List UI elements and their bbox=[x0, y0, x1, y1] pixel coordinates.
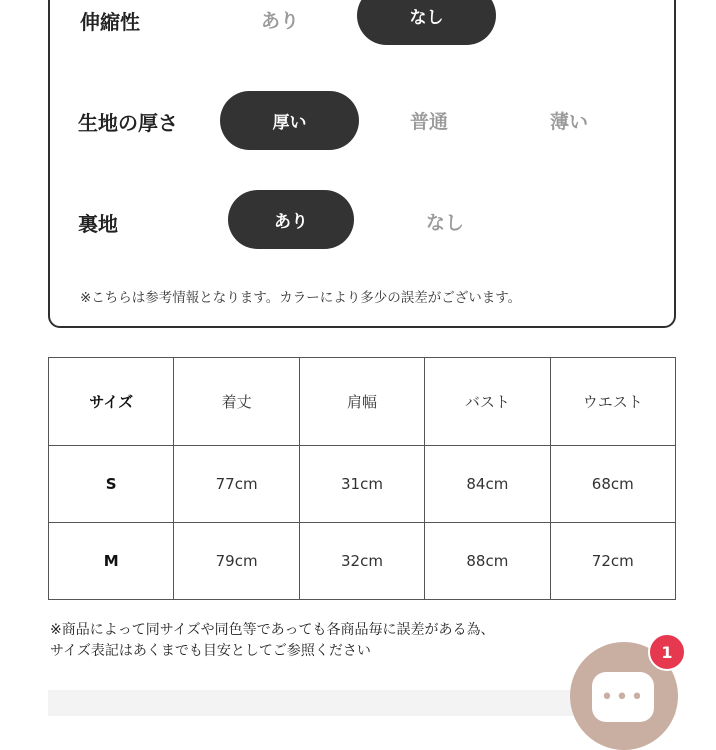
header-waist: ウエスト bbox=[550, 358, 675, 446]
waist-cell: 68cm bbox=[550, 446, 675, 523]
size-cell: M bbox=[49, 523, 174, 600]
length-cell: 79cm bbox=[174, 523, 299, 600]
thickness-label: 生地の厚さ bbox=[78, 111, 178, 135]
shoulder-cell: 31cm bbox=[299, 446, 424, 523]
thickness-option-normal: 普通 bbox=[409, 111, 448, 133]
table-row bbox=[49, 523, 676, 600]
size-note-line1: ※商品によって同サイズや同色等であっても各商品毎に誤差がある為、 bbox=[50, 622, 495, 638]
shoulder-cell: 32cm bbox=[299, 523, 424, 600]
bust-cell: 88cm bbox=[425, 523, 550, 600]
material-info-card bbox=[48, 0, 676, 328]
lining-option-yes-selected: あり bbox=[228, 190, 354, 249]
header-bust: バスト bbox=[425, 358, 550, 446]
reference-note: ※こちらは参考情報となります。カラーにより多少の誤差がございます。 bbox=[80, 290, 522, 306]
size-note bbox=[50, 620, 494, 662]
header-length: 着丈 bbox=[174, 358, 299, 446]
stretch-option-yes: あり bbox=[260, 10, 299, 32]
stretch-option-no-selected: なし bbox=[357, 0, 496, 45]
waist-cell: 72cm bbox=[550, 523, 675, 600]
chat-bubble-icon[interactable]: ••• bbox=[592, 672, 654, 722]
table-header-row bbox=[49, 358, 676, 446]
table-row bbox=[49, 446, 676, 523]
thickness-option-thin: 薄い bbox=[549, 111, 588, 133]
size-note-line2: サイズ表記はあくまでも目安としてご参照ください bbox=[50, 643, 371, 659]
bust-cell: 84cm bbox=[425, 446, 550, 523]
notification-badge: 1 bbox=[648, 633, 686, 671]
lining-option-no: なし bbox=[425, 212, 464, 234]
thickness-option-thick-selected: 厚い bbox=[220, 91, 359, 150]
stretch-label: 伸縮性 bbox=[80, 10, 140, 34]
size-cell: S bbox=[49, 446, 174, 523]
length-cell: 77cm bbox=[174, 446, 299, 523]
header-size: サイズ bbox=[49, 358, 174, 446]
lining-label: 裏地 bbox=[78, 212, 118, 236]
size-table bbox=[48, 357, 676, 600]
header-shoulder: 肩幅 bbox=[299, 358, 424, 446]
